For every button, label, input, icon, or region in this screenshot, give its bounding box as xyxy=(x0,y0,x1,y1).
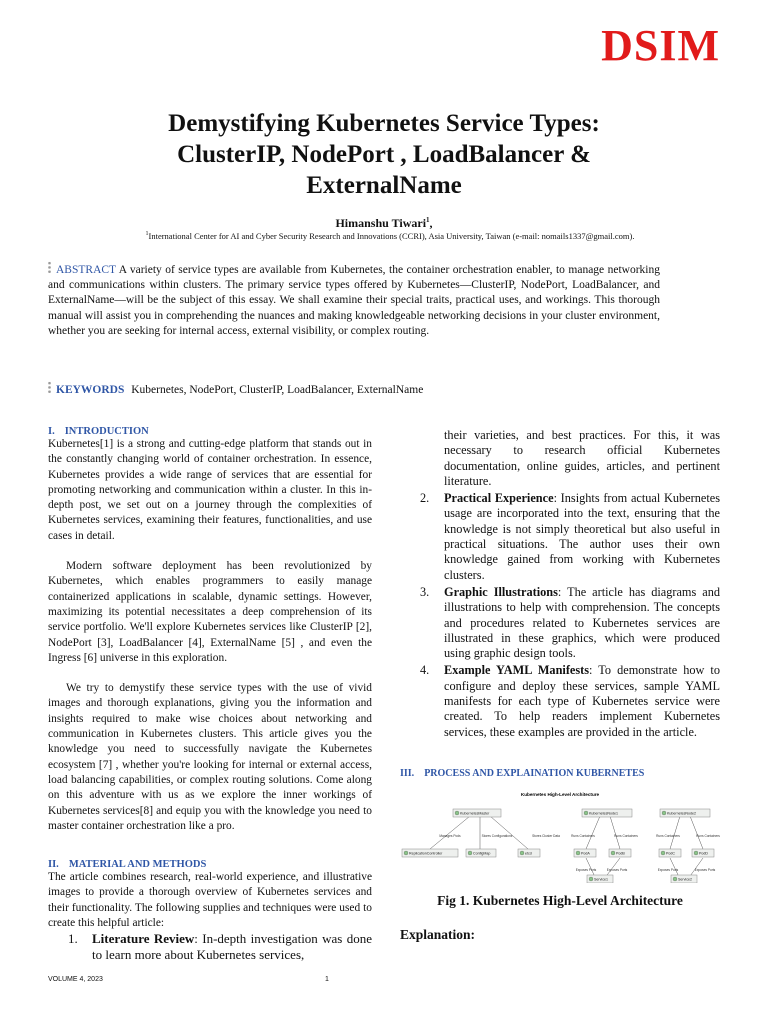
explanation-heading: Explanation: xyxy=(400,926,476,942)
edge-label: Exposes Ports xyxy=(657,867,679,872)
node-node1 xyxy=(582,809,632,817)
node-label: PodA xyxy=(581,851,590,856)
node-node2 xyxy=(660,809,710,817)
affiliation-sup: 1 xyxy=(145,231,149,238)
footer-page-number: 1 xyxy=(325,976,329,983)
node-label: KubernetesMaster xyxy=(460,811,490,816)
list-number: 3. xyxy=(420,584,430,599)
node-label: Service2 xyxy=(678,877,692,882)
intro-paragraph: We try to demystify these service types with the use of vivid images and thorough explanations, giving you the information and insights required to make wise choices about networking and communication in Kubernetes clusters. This article gives you the knowledge you need to successfully navigate the Kubernetes ecosystem [7] , whether you're looking for internal or external access, load balancing capabilities, or complex routing solutions. Come along on this adventure with us as we explore the inner workings of Kubernetes services[8] and equip you with the knowledge you need to master container orchestration like a pro. xyxy=(48,682,372,832)
edge-label: Exposes Ports xyxy=(694,867,716,872)
dots-icon xyxy=(48,261,51,274)
section-heading-methods xyxy=(48,859,372,870)
edge-label: Stores Configurations xyxy=(481,833,513,838)
footer-volume: VOLUME 4, 2023 xyxy=(48,976,103,983)
edge-label: Manages Pods xyxy=(439,833,461,838)
section-title: PROCESS AND EXPLAINATION KUBERNETES xyxy=(424,767,645,779)
node-podc xyxy=(659,849,681,857)
keywords-text: Kubernetes, NodePort, ClusterIP, LoadBalancer, ExternalName xyxy=(131,384,424,396)
edge-label: Exposes Ports xyxy=(606,867,628,872)
list-head: Literature Review xyxy=(92,931,195,947)
author-line: Himanshu Tiwari$^1$, xyxy=(335,216,433,230)
node-label: ReplicationController xyxy=(409,851,443,856)
node-poda xyxy=(574,849,596,857)
node-label: KubernetesNode2 xyxy=(667,811,696,816)
edge-label: Runs Containers xyxy=(696,833,720,838)
section-title: INTRODUCTION xyxy=(64,426,149,437)
node-podb xyxy=(609,849,631,857)
list-number: 4. xyxy=(420,663,430,678)
author-sup: 1 xyxy=(426,216,430,224)
figure-caption: Fig 1. Kubernetes High-Level Architecture xyxy=(437,892,683,908)
node-service2 xyxy=(671,875,697,883)
paper-title xyxy=(60,108,708,201)
node-podd xyxy=(692,849,714,857)
list-item xyxy=(400,491,720,583)
edge-label: Stores Cluster Data xyxy=(532,833,560,838)
left-column xyxy=(48,426,372,963)
list-text: : To demonstrate how to configure and deploy these services, sample YAML manifests for each type of Kubernetes service were created. To help readers implement Kubernetes services, these examples are provided in the article. xyxy=(444,663,720,739)
list-text: : In-depth investigation was done to learn more about Kubernetes services, xyxy=(92,931,372,963)
section-number: II. xyxy=(48,859,59,871)
section-heading-intro xyxy=(48,426,372,437)
node-label: PodC xyxy=(666,851,675,856)
list-text: their varieties, and best practices. For this, it was necessary to research official Kubernetes documentation, online guides, articles, and pertinent literature. xyxy=(444,428,720,488)
section-number: I. xyxy=(48,426,55,437)
keywords-label: KEYWORDS xyxy=(56,384,125,396)
node-label: KubernetesNode1 xyxy=(589,811,618,816)
methods-paragraph: The article combines research, real-world experience, and illustrative images to provide a thorough overview of Kubernetes services and their functionality. The following supplies and techniques were used to create this helpful article: xyxy=(48,871,372,930)
intro-paragraph: Kubernetes[1] is a strong and cutting-edge platform that stands out in the constantly changing world of container orchestration. In essence, Kubernetes provides a wide range of services that are essential for promoting networking and communication within a cluster. In this in-depth post, we set out on a journey through the complexities of Kubernetes services, examining their features, functionalities, and use cases in detail. xyxy=(48,438,372,542)
diagram-title: Kubernetes High-Level Architecture xyxy=(520,791,600,797)
list-text: : The article has diagrams and illustrations to help with comprehension. The concepts and procedures related to Kubernetes services are illustrated in these graphics, which were produced using graphic design tools. xyxy=(444,584,720,661)
list-number: 1. xyxy=(68,931,78,947)
list-text: : Insights from actual Kubernetes usage are incorporated into the text, ensuring that the knowledge is not simply theoretical but also useful in practical situations. The author uses their own knowledge gained from working with Kubernetes clusters. xyxy=(444,491,720,582)
abstract xyxy=(48,261,660,339)
node-label: PodB xyxy=(616,851,625,856)
node-label: Service1 xyxy=(594,877,608,882)
list-item-continued xyxy=(400,428,720,489)
node-master xyxy=(453,809,501,817)
node-etcd xyxy=(518,849,540,857)
list-head: Graphic Illustrations xyxy=(444,584,558,599)
architecture-diagram xyxy=(400,791,720,883)
keywords xyxy=(48,381,668,396)
abstract-label: ABSTRACT xyxy=(56,264,116,276)
title-line: ExternalName xyxy=(306,172,462,199)
section-title: MATERIAL AND METHODS xyxy=(68,859,207,871)
list-head: Example YAML Manifests xyxy=(444,663,590,678)
node-configmap xyxy=(466,849,496,857)
list-item xyxy=(48,931,372,963)
affiliation xyxy=(40,231,740,241)
node-service1 xyxy=(587,875,613,883)
node-label: ConfigMap xyxy=(473,851,491,856)
edge-label: Runs Containers xyxy=(571,833,595,838)
node-rc xyxy=(402,849,458,857)
edge-label: Runs Containers xyxy=(614,833,638,838)
abstract-text: A variety of service types are available from Kubernetes, the container orchestration enabler, to manage networking and communications within clusters. The primary service types offered by Kubernetes—ClusterIP, NodePort, LoadBalancer, and ExternalName—will be the subject of this essay. We shall examine their special traits, practical uses, and workings. This thorough manual will assist you in comprehending the nuances and making knowledgeable networking decisions in your cluster environment, whether you are seeking for internal access, external visibility, or complex routing. xyxy=(48,264,660,337)
section-heading-process xyxy=(400,768,720,779)
section-number: III. xyxy=(400,767,415,779)
list-head: Practical Experience xyxy=(444,491,554,506)
title-line: ClusterIP, NodePort , LoadBalancer & xyxy=(177,141,591,168)
intro-paragraph: Modern software deployment has been revolutionized by Kubernetes, which enables programmers to easily manage containerized applications in scalable, dynamic settings. However, maximizing its potential necessitates a deep comprehension of its service portfolio. We'll explore Kubernetes services like ClusterIP [2], NodePort [3], LoadBalancer [4], ExternalName [5] , and even the Ingress [6] universe in this exploration. xyxy=(48,560,372,664)
node-label: PodD xyxy=(699,851,708,856)
title-line: Demystifying Kubernetes Service Types: xyxy=(168,110,600,137)
list-number: 2. xyxy=(420,491,430,506)
dots-icon xyxy=(48,381,51,394)
edge-label: Runs Containers xyxy=(656,833,680,838)
right-column xyxy=(400,428,720,943)
author-name: Himanshu Tiwari xyxy=(335,216,427,230)
affiliation-text: International Center for AI and Cyber Security Research and Innovations (CCRI), Asia University, Taiwan (e-mail: nomails1337@gmail.com). xyxy=(148,231,635,241)
list-item xyxy=(400,585,720,661)
edge-label: Exposes Ports xyxy=(575,867,597,872)
list-item xyxy=(400,663,720,739)
node-label: etcd xyxy=(525,851,532,856)
journal-logo: DSIM xyxy=(601,21,720,70)
